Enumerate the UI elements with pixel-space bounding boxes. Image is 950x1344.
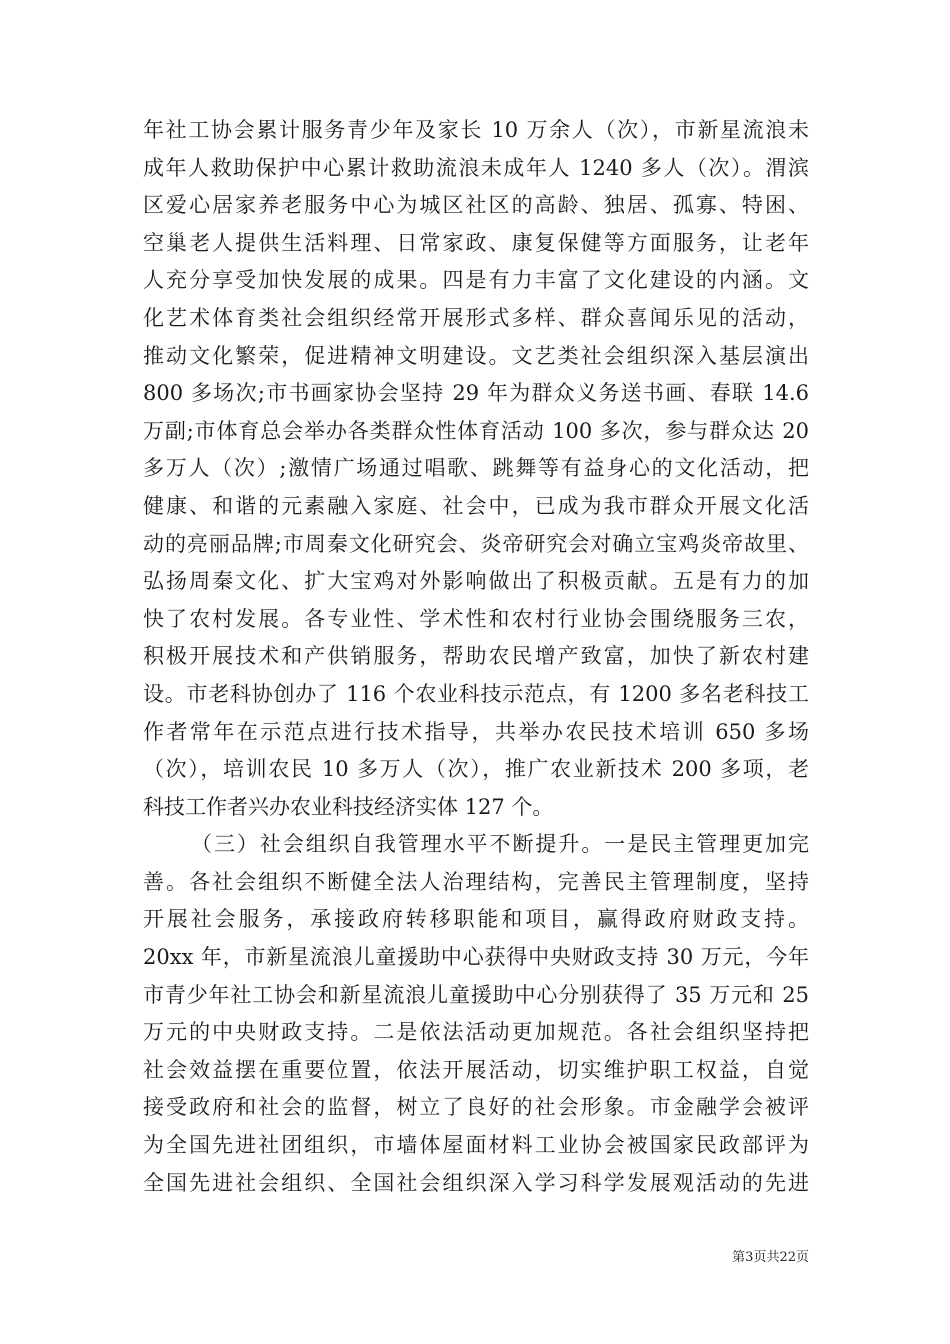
- text-line: 积极开展技术和产供销服务，帮助农民增产致富，加快了新农村建: [143, 644, 809, 669]
- text-line: 全国先进社会组织、全国社会组织深入学习科学发展观活动的先进: [143, 1170, 809, 1195]
- text-line: 快了农村发展。各专业性、学术性和农村行业协会围绕服务三农，: [143, 606, 809, 631]
- text-line: 动的亮丽品牌;市周秦文化研究会、炎帝研究会对确立宝鸡炎帝故里、: [143, 531, 809, 556]
- text-line: 健康、和谐的元素融入家庭、社会中，已成为我市群众开展文化活: [143, 493, 809, 518]
- text-line: 800 多场次;市书画家协会坚持 29 年为群众义务送书画、春联 14.6: [143, 381, 809, 406]
- text-line: （三）社会组织自我管理水平不断提升。一是民主管理更加完: [191, 832, 809, 857]
- text-line: 区爱心居家养老服务中心为城区社区的高龄、独居、孤寡、特困、: [143, 193, 809, 218]
- text-line: 万元的中央财政支持。二是依法活动更加规范。各社会组织坚持把: [143, 1020, 809, 1045]
- text-line: 空巢老人提供生活料理、日常家政、康复保健等方面服务，让老年: [143, 230, 809, 255]
- page-number-footer: 第3页共22页: [732, 1250, 809, 1265]
- text-line: 为全国先进社团组织，市墙体屋面材料工业协会被国家民政部评为: [143, 1133, 809, 1158]
- text-line: 年社工协会累计服务青少年及家长 10 万余人（次），市新星流浪未: [143, 118, 809, 142]
- text-line: 接受政府和社会的监督，树立了良好的社会形象。市金融学会被评: [143, 1095, 809, 1120]
- text-line: （次），培训农民 10 多万人（次），推广农业新技术 200 多项，老: [143, 757, 809, 782]
- text-line: 开展社会服务，承接政府转移职能和项目，赢得政府财政支持。: [143, 907, 809, 932]
- text-line: 善。各社会组织不断健全法人治理结构，完善民主管理制度，坚持: [143, 869, 809, 894]
- text-line: 多万人（次）;激情广场通过唱歌、跳舞等有益身心的文化活动，把: [143, 456, 809, 481]
- text-line: 作者常年在示范点进行技术指导，共举办农民技术培训 650 多场: [143, 719, 809, 744]
- text-line: 推动文化繁荣，促进精神文明建设。文艺类社会组织深入基层演出: [143, 343, 809, 368]
- text-line: 科技工作者兴办农业科技经济实体 127 个。: [143, 794, 554, 819]
- text-line: 成年人救助保护中心累计救助流浪未成年人 1240 多人（次）。渭滨: [143, 155, 809, 180]
- text-line: 万副;市体育总会举办各类群众性体育活动 100 多次，参与群众达 20: [143, 418, 809, 443]
- text-line: 设。市老科协创办了 116 个农业科技示范点，有 1200 多名老科技工: [143, 681, 809, 706]
- text-line: 弘扬周秦文化、扩大宝鸡对外影响做出了积极贡献。五是有力的加: [143, 569, 809, 594]
- document-body: [143, 112, 809, 1202]
- text-line: 社会效益摆在重要位置，依法开展活动，切实维护职工权益，自觉: [143, 1057, 809, 1082]
- text-line: 化艺术体育类社会组织经常开展形式多样、群众喜闻乐见的活动，: [143, 305, 809, 330]
- text-line: 20xx 年，市新星流浪儿童援助中心获得中央财政支持 30 万元，今年: [143, 945, 809, 970]
- text-line: 人充分享受加快发展的成果。四是有力丰富了文化建设的内涵。文: [143, 268, 809, 293]
- text-line: 市青少年社工协会和新星流浪儿童援助中心分别获得了 35 万元和 25: [143, 982, 809, 1007]
